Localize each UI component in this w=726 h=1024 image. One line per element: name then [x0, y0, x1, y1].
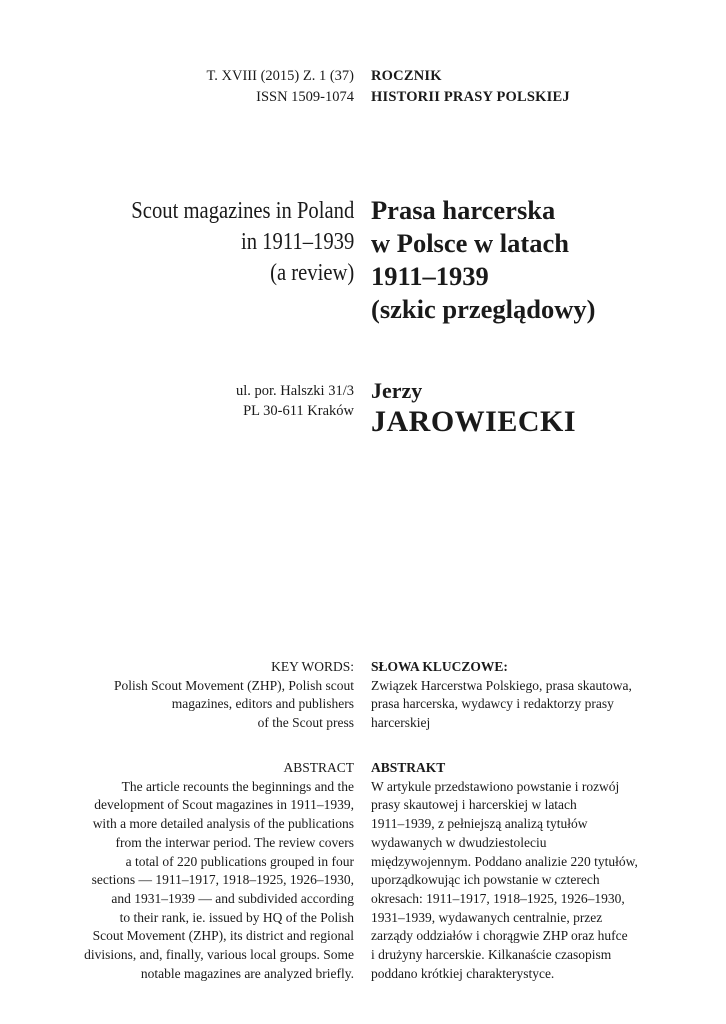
polish-title-line: w Polsce w latach — [371, 228, 569, 258]
abstract-line: okresach: 1911–1917, 1918–1925, 1926–1930, — [371, 890, 625, 906]
journal-name — [371, 66, 570, 108]
keywords-polish — [371, 658, 632, 732]
keywords-line: of the Scout press — [257, 714, 354, 730]
abstract-line: The article recounts the beginnings and the — [121, 778, 354, 794]
polish-title-line: 1911–1939 — [371, 261, 489, 291]
keywords-line: magazines, editors and publishers — [171, 696, 354, 711]
keywords-heading: SŁOWA KLUCZOWE: — [371, 659, 508, 674]
abstract-line: poddano krótkiej charakterystyce. — [371, 965, 555, 981]
english-title-line: in 1911–1939 — [240, 229, 354, 255]
english-title — [131, 196, 354, 289]
abstract-line: sections — 1911–1917, 1918–1925, 1926–1930, — [91, 872, 354, 888]
abstract-line: divisions, and, finally, various local groups. Some — [84, 947, 354, 963]
issn-line: ISSN 1509-1074 — [256, 89, 354, 105]
abstract-line: 1911–1939, z pełniejszą analizą tytułów — [371, 816, 588, 832]
polish-title — [371, 194, 595, 326]
author-last-name: JAROWIECKI — [371, 405, 577, 438]
abstract-line: zarządy oddziałów i chorągwie ZHP oraz hufce — [371, 928, 628, 944]
journal-name-line-2: HISTORII PRASY POLSKIEJ — [371, 89, 570, 105]
english-title-line: Scout magazines in Poland — [131, 198, 354, 224]
abstract-polish — [371, 759, 638, 983]
journal-name-line-1: ROCZNIK — [371, 68, 442, 84]
keywords-line: Polish Scout Movement (ZHP), Polish scout — [113, 677, 354, 693]
polish-title-line: Prasa harcerska — [371, 195, 556, 225]
address-street: ul. por. Halszki 31/3 — [235, 383, 354, 399]
abstract-line: i drużyny harcerskie. Kilkanaście czasopism — [371, 947, 612, 963]
abstract-line: 1931–1939, wydawanych centralnie, przez — [371, 909, 603, 925]
abstract-line: to their rank, ie. issued by HQ of the Polish — [119, 909, 354, 925]
abstract-line: prasy skautowej i harcerskiej w latach — [371, 797, 577, 813]
abstract-line: with a more detailed analysis of the publications — [92, 816, 354, 832]
volume-line: T. XVIII (2015) Z. 1 (37) — [206, 68, 354, 84]
keywords-heading: KEY WORDS: — [271, 659, 354, 674]
keywords-english — [114, 658, 354, 732]
abstract-line: a total of 220 publications grouped in four — [125, 853, 354, 869]
abstract-line: wydawanych w dwudziestoleciu — [371, 834, 547, 850]
abstract-line: uporządkowując ich powstanie w czterech — [371, 872, 600, 888]
keywords-line: Związek Harcerstwa Polskiego, prasa skautowa, — [371, 677, 632, 693]
address-city: PL 30-611 Kraków — [243, 403, 354, 419]
abstract-line: Scout Movement (ZHP), its district and regional — [92, 928, 354, 944]
abstract-line: development of Scout magazines in 1911–1939, — [94, 797, 354, 813]
author-address — [236, 381, 354, 421]
english-title-line: (a review) — [269, 260, 354, 286]
polish-title-line: (szkic przeglądowy) — [371, 294, 596, 324]
abstract-heading: ABSTRACT — [283, 760, 354, 775]
journal-volume-info — [206, 66, 354, 108]
keywords-line: harcerskiej — [371, 714, 431, 730]
keywords-line: prasa harcerska, wydawcy i redaktorzy prasy — [371, 696, 614, 711]
author-first-name: Jerzy — [371, 378, 423, 403]
abstract-english — [84, 759, 354, 983]
abstract-line: and 1931–1939 — and subdivided according — [111, 890, 354, 906]
abstract-line: W artykule przedstawiono powstanie i rozwój — [371, 778, 620, 794]
abstract-line: międzywojennym. Poddano analizie 220 tytułów, — [371, 853, 638, 869]
abstract-heading: ABSTRAKT — [371, 760, 446, 775]
abstract-line: from the interwar period. The review covers — [115, 834, 354, 850]
abstract-line: notable magazines are analyzed briefly. — [140, 965, 354, 981]
